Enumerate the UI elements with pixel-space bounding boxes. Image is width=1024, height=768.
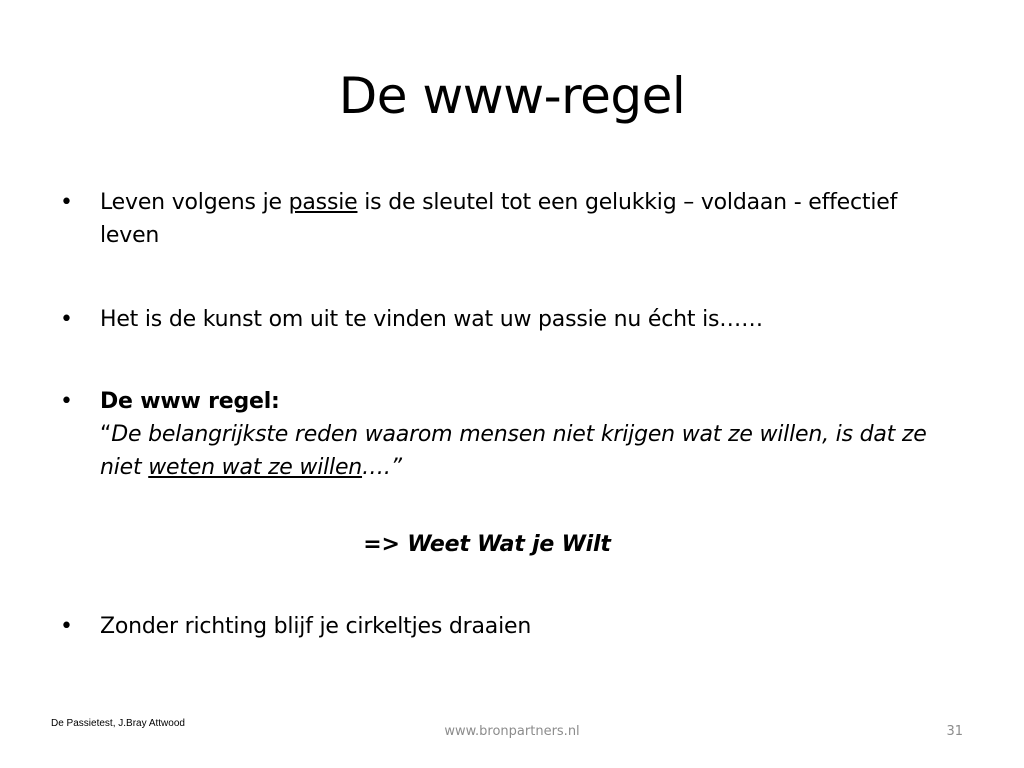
- bullet-text: [100, 385, 960, 484]
- bullet-item-www-rule: [60, 385, 960, 484]
- www-rule-heading: De www regel:: [100, 389, 280, 414]
- quote-text-pre: De belangrijkste reden waarom mensen niet krijgen wat ze willen, is dat ze niet: [100, 422, 927, 480]
- bullet-text: [100, 186, 960, 252]
- close-quote: ”: [390, 455, 402, 480]
- bullet-text: Het is de kunst om uit te vinden wat uw passie nu écht is……: [100, 307, 763, 332]
- footer-source: De Passietest, J.Bray Attwood: [51, 718, 185, 729]
- footer-website: www.bronpartners.nl: [444, 724, 580, 739]
- bullet-text: Zonder richting blijf je cirkeltjes draaien: [100, 614, 532, 639]
- bullet-item-passion-key: [60, 186, 960, 252]
- open-quote: “: [100, 422, 112, 447]
- underlined-word-passie: passie: [288, 190, 358, 215]
- slide-title: De www-regel: [338, 67, 686, 125]
- bullet-item-find-passion: [60, 303, 960, 336]
- bullet-icon: •: [60, 389, 73, 414]
- bullet-icon: •: [60, 614, 73, 639]
- bullet-icon: •: [60, 190, 73, 215]
- bullet-text-pre: Leven volgens je: [100, 190, 289, 215]
- quote-text-post: ….: [362, 455, 391, 480]
- www-rule-quote: [100, 422, 927, 480]
- bullet-icon: •: [60, 307, 73, 332]
- slide-number: 31: [946, 724, 963, 739]
- bullet-item-direction: [60, 610, 960, 643]
- conclusion-text: => Weet Wat je Wilt: [363, 532, 611, 557]
- quote-text-underlined: weten wat ze willen: [148, 455, 363, 480]
- bullet-text-post: is de sleutel tot een gelukkig – voldaan - effectief leven: [100, 190, 898, 248]
